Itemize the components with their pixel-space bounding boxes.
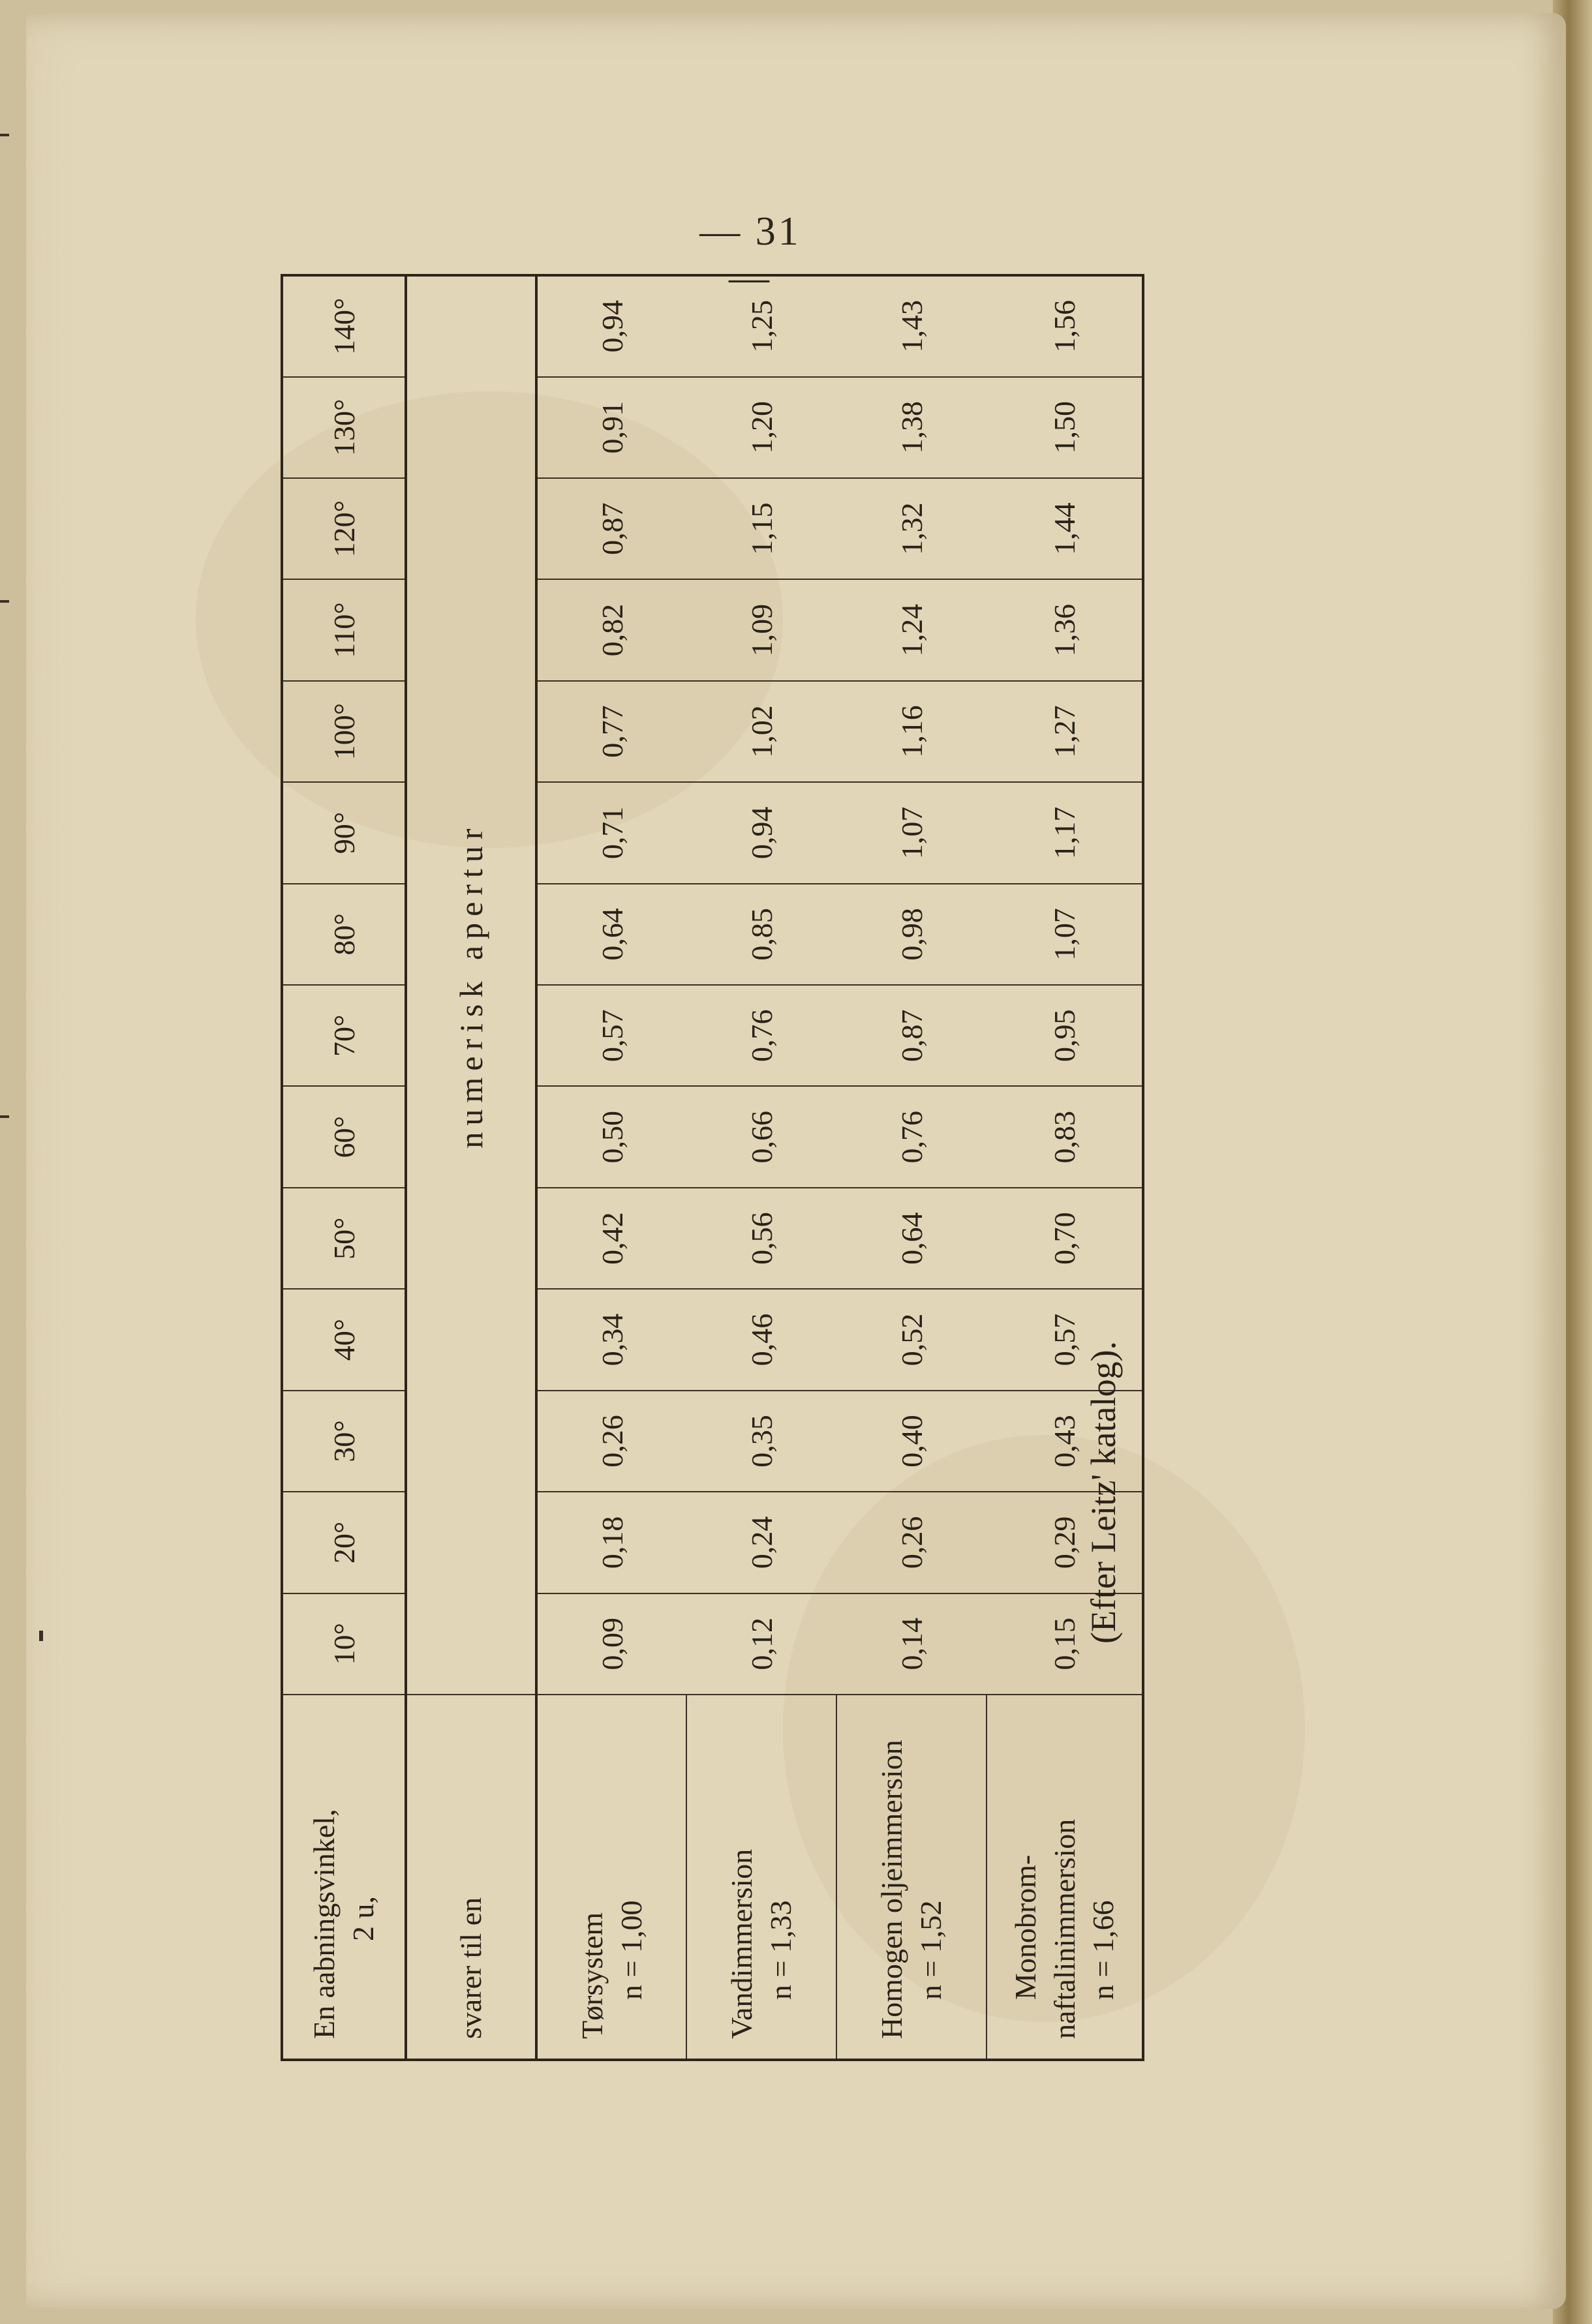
value-cell: 1,38: [836, 377, 987, 478]
value-cell: 0,46: [686, 1289, 836, 1390]
value-cell: 0,95: [987, 985, 1143, 1086]
angle-cell: 80°: [282, 884, 406, 985]
angle-cell: 110°: [282, 579, 406, 680]
numeric-aperture-heading: numerisk apertur: [406, 275, 536, 1695]
value-cell: 0,94: [536, 275, 686, 377]
page-number-value: 31: [755, 209, 801, 254]
value-cell: 0,18: [536, 1492, 686, 1593]
value-cell: 0,85: [686, 884, 836, 985]
value-cell: 0,71: [536, 782, 686, 883]
value-cell: 0,35: [686, 1391, 836, 1492]
value-cell: 0,12: [686, 1593, 836, 1695]
value-cell: 1,15: [686, 478, 836, 579]
angle-cell: 140°: [282, 275, 406, 377]
value-cell: 1,56: [987, 275, 1143, 377]
row-label: Tørsystem n = 1,00: [536, 1695, 686, 2060]
angle-cell: 70°: [282, 985, 406, 1086]
margin-tick: [0, 600, 9, 603]
value-cell: 0,26: [836, 1492, 987, 1593]
value-cell: 0,42: [536, 1188, 686, 1289]
value-cell: 0,77: [536, 681, 686, 782]
page-number: — 31 —: [699, 209, 801, 300]
source-note: (Efter Leitz' katalog).: [1084, 1341, 1123, 1644]
value-cell: 1,50: [987, 377, 1143, 478]
value-cell: 0,57: [987, 1289, 1143, 1390]
value-cell: 0,26: [536, 1391, 686, 1492]
span-row-label: svarer til en: [406, 1695, 536, 2060]
span-row: [406, 275, 536, 2060]
value-cell: 1,09: [686, 579, 836, 680]
value-cell: 0,70: [987, 1188, 1143, 1289]
value-cell: 1,32: [836, 478, 987, 579]
angle-cell: 10°: [282, 1593, 406, 1695]
row-label: Monobrom- naftalinimmersion n = 1,66: [987, 1695, 1143, 2060]
value-cell: 0,24: [686, 1492, 836, 1593]
angle-cell: 20°: [282, 1492, 406, 1593]
value-cell: 1,07: [836, 782, 987, 883]
angle-cell: 100°: [282, 681, 406, 782]
angle-cell: 130°: [282, 377, 406, 478]
value-cell: 0,76: [686, 985, 836, 1086]
value-cell: 0,43: [987, 1391, 1143, 1492]
margin-tick: [39, 1631, 43, 1641]
table-row: [686, 275, 836, 2060]
value-cell: 0,40: [836, 1391, 987, 1492]
value-cell: 1,36: [987, 579, 1143, 680]
angle-cell: 30°: [282, 1391, 406, 1492]
angle-cell: 60°: [282, 1086, 406, 1187]
value-cell: 1,02: [686, 681, 836, 782]
angle-cell: 120°: [282, 478, 406, 579]
value-cell: 1,44: [987, 478, 1143, 579]
value-cell: 1,07: [987, 884, 1143, 985]
value-cell: 1,24: [836, 579, 987, 680]
value-cell: 1,17: [987, 782, 1143, 883]
value-cell: 1,27: [987, 681, 1143, 782]
value-cell: 0,52: [836, 1289, 987, 1390]
value-cell: 0,91: [536, 377, 686, 478]
rotated-table-wrapper: [281, 274, 1142, 2061]
angle-cell: 50°: [282, 1188, 406, 1289]
value-cell: 0,66: [686, 1086, 836, 1187]
angle-header-row: [282, 275, 406, 2060]
value-cell: 0,09: [536, 1593, 686, 1695]
value-cell: 1,25: [686, 275, 836, 377]
angle-cell: 40°: [282, 1289, 406, 1390]
angle-header-label: En aabningsvinkel, 2 u,: [282, 1695, 406, 2060]
value-cell: 1,43: [836, 275, 987, 377]
table-row: [536, 275, 686, 2060]
value-cell: 0,56: [686, 1188, 836, 1289]
value-cell: 0,64: [836, 1188, 987, 1289]
table-row: [836, 275, 987, 2060]
value-cell: 0,94: [686, 782, 836, 883]
value-cell: 0,76: [836, 1086, 987, 1187]
value-cell: 0,98: [836, 884, 987, 985]
value-cell: 0,14: [836, 1593, 987, 1695]
value-cell: 1,20: [686, 377, 836, 478]
row-label: Homogen oljeimmersion n = 1,52: [836, 1695, 987, 2060]
row-label: Vandimmersion n = 1,33: [686, 1695, 836, 2060]
value-cell: 0,87: [536, 478, 686, 579]
angle-cell: 90°: [282, 782, 406, 883]
value-cell: 0,87: [836, 985, 987, 1086]
value-cell: 0,29: [987, 1492, 1143, 1593]
value-cell: 0,57: [536, 985, 686, 1086]
value-cell: 0,64: [536, 884, 686, 985]
value-cell: 0,83: [987, 1086, 1143, 1187]
value-cell: 1,16: [836, 681, 987, 782]
aperture-table: [281, 274, 1144, 2061]
value-cell: 0,15: [987, 1593, 1143, 1695]
value-cell: 0,34: [536, 1289, 686, 1390]
margin-tick: [0, 1115, 9, 1118]
value-cell: 0,82: [536, 579, 686, 680]
margin-tick: [0, 134, 9, 136]
value-cell: 0,50: [536, 1086, 686, 1187]
